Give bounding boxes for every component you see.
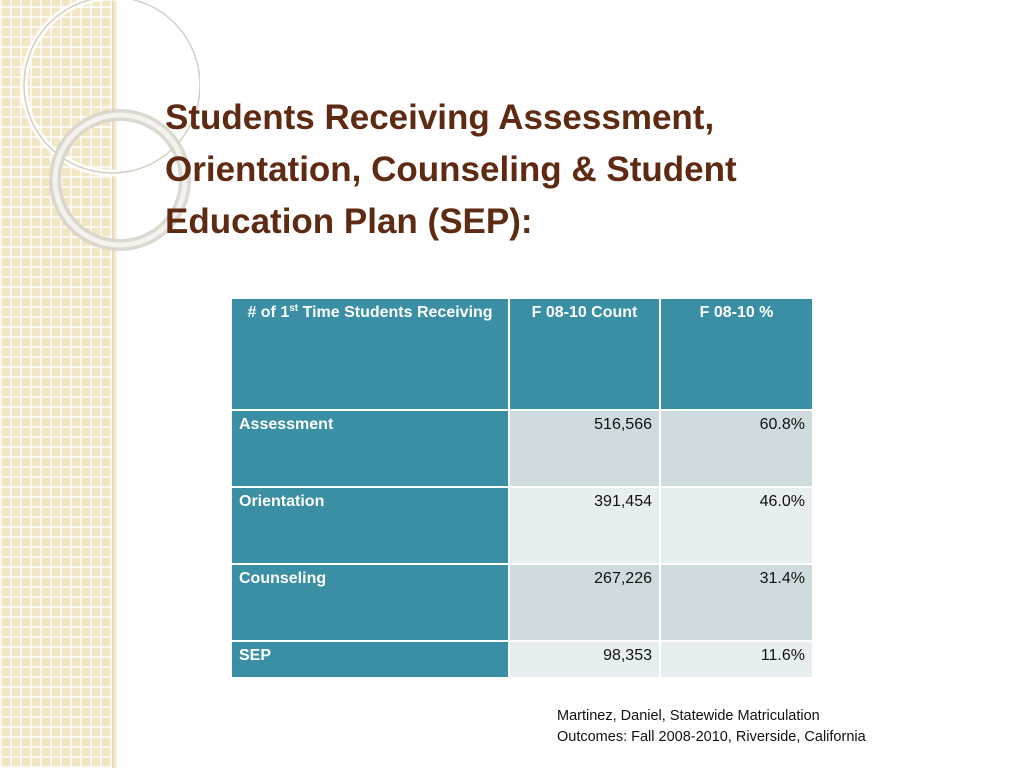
header-percent: F 08-10 %: [660, 298, 813, 410]
row-label: Orientation: [231, 487, 509, 564]
matriculation-table: [230, 297, 814, 679]
header-students-receiving: [231, 298, 509, 410]
table-row-sep: [231, 641, 813, 678]
slide-title: [165, 92, 885, 248]
table-row-orientation: [231, 487, 813, 564]
row-label: Assessment: [231, 410, 509, 487]
row-count: 516,566: [509, 410, 660, 487]
header-col1-suffix: Time Students Receiving: [298, 304, 493, 321]
row-label: SEP: [231, 641, 509, 678]
title-line-2: Orientation, Counseling & Student: [165, 150, 737, 189]
row-percent: 46.0%: [660, 487, 813, 564]
header-col1-prefix: # of 1: [247, 304, 290, 321]
title-line-1: Students Receiving Assessment,: [165, 98, 715, 137]
title-line-3: Education Plan (SEP):: [165, 202, 533, 241]
table-header-row: [231, 298, 813, 410]
citation-line-1: Martinez, Daniel, Statewide Matriculation: [557, 708, 820, 724]
row-percent: 11.6%: [660, 641, 813, 678]
row-percent: 31.4%: [660, 564, 813, 641]
source-citation: [557, 706, 977, 748]
row-count: 391,454: [509, 487, 660, 564]
row-count: 267,226: [509, 564, 660, 641]
table-row-assessment: [231, 410, 813, 487]
row-percent: 60.8%: [660, 410, 813, 487]
header-count: F 08-10 Count: [509, 298, 660, 410]
row-label: Counseling: [231, 564, 509, 641]
row-count: 98,353: [509, 641, 660, 678]
citation-line-2: Outcomes: Fall 2008-2010, Riverside, California: [557, 729, 866, 745]
table-row-counseling: [231, 564, 813, 641]
header-col1-superscript: st: [289, 303, 299, 314]
